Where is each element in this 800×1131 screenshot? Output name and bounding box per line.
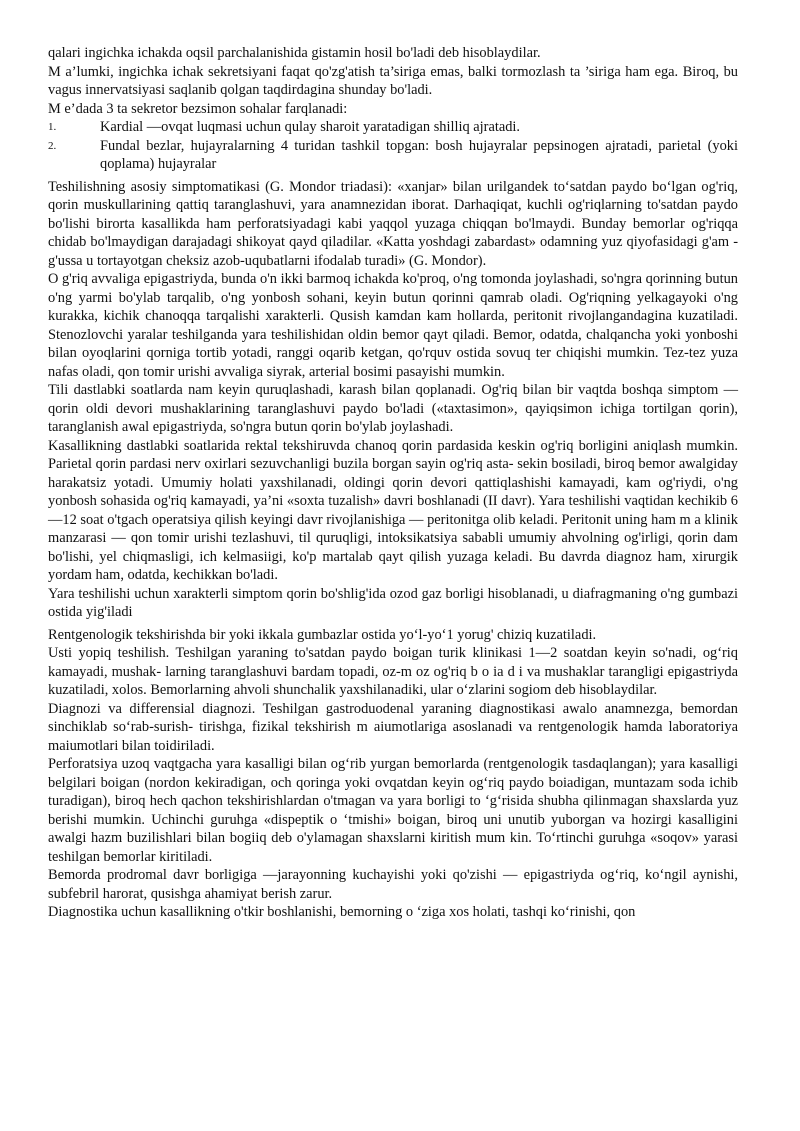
paragraph: Yara teshilishi uchun xarakterli simptom qorin bo'shlig'ida ozod gaz borligi hisoblanadi, u diafragmaning o'ng gumbazi ostida yig'iladi (48, 585, 738, 620)
paragraph: Usti yopiq teshilish. Teshilgan yaraning to'satdan paydo boigan turik klinikasi 1—2 soatdan keyin so'nadi, og‘riq kamayadi, mushak- larning taranglashuvi bardam topadi, oz-m oz og'riq b o ia d i va mushaklar tarangligi epigastriyda kuzatiladi, xolos. Bemorlarning ahvoli shunchalik yaxshilanadiki, ular o‘zlarini sogiom deb hisoblaydilar. (48, 645, 738, 698)
paragraph: M a’lumki, ingichka ichak sekretsiyani faqat qo'zg'atish ta’siriga emas, balki tormozlash ta ’siriga ham ega. Biroq, bu vagus innervatsiyasi saqlanib qolgan taqdirdagina shunday bo'ladi. (48, 63, 738, 98)
list-item (48, 118, 738, 137)
paragraph: qalari ingichka ichakda oqsil parchalanishida gistamin hosil bo'ladi deb hisoblaydilar. (48, 45, 541, 61)
paragraph: O g'riq avvaliga epigastriyda, bunda o'n ikki barmoq ichakda ko'proq, o'ng tomonda joylashadi, so'ngra qorinning butun o'ng yarmi bo'ylab tarqalib, o'ng yonbosh sohani, keyin butun qorinni qamrab oladi. Og'riqning yelkagayoki o'ng kurakka, kichik chanoqqa tarqalishi xarakterli. Qusish kamdan kam hollarda, peritonit rivojlangandagina kuzatiladi. Stenozlovchi yaralar teshilganda yara teshilishidan oldin bemor qayt qiladi. Bemor, odatda, chalqancha yoki yonboshi bilan oyoqlarini qorniga tortib yotadi, ranggi oqarib ketgan, qo'rquv ostida sovuq ter chiqishi mumkin. Tez-tez yuza nafas oladi, qon tomir urishi avvaliga siyrak, arterial bosimi pasayishi mumkin. (48, 271, 738, 380)
list-item (48, 137, 738, 174)
paragraph: Tili dastlabki soatlarda nam keyin quruqlashadi, karash bilan qoplanadi. Og'riq bilan bir vaqtda boshqa simptom — qorin oldi devori mushaklarining taranglashuvi paydo bo'ladi («taxtasimon», qayiqsimon ichiga tortilgan qorin), taranglanish awal epigastriyda, so'ngra butun qorin bo'ylab joylashadi. (48, 382, 738, 435)
list-text: Fundal bezlar, hujayralarning 4 turidan tashkil topgan: bosh hujayralar pepsinogen ajratadi, parietal (yoki qoplama) hujayralar (100, 137, 738, 172)
paragraph: M e’dada 3 ta sekretor bezsimon sohalar farqlanadi: (48, 100, 348, 117)
list-number: 2. (48, 139, 57, 152)
paragraph: Teshilishning asosiy simptomatikasi (G. Mondor triadasi): «xanjar» bilan urilgandek to‘satdan paydo bo‘lgan og'riq, qorin muskullarining qattiq taranglashuvi, yara anamnezidan iborat. Darhaqiqat, kuchli og'riqlarning to'satdan paydo bo'lishi birorta kasallikda ham perforatsiyadagi kabi yaqqol yuzaga chiqqan bo'lmaydi. Bunday bemorlar og'riqqa chidab bo'lmaydigan darajadagi shikoyat qayd qiladilar. «Katta yoshdagi zabardast» odamning yuz qiyofasidagi g'am -g'ussa u tortayotgan cheksiz azob-uqubatlarni ifodalab turadi» (G. Mondor). (48, 178, 738, 269)
paragraph: Bemorda prodromal davr borligiga —jarayonning kuchayishi yoki qo'zishi — epigastriyda og‘riq, ko‘ngil aynishi, subfebril harorat, qusishga ahamiyat berish zarur. (48, 867, 738, 902)
paragraph: Kasallikning dastlabki soatlarida rektal tekshiruvda chanoq qorin pardasida keskin og'riq borligini aniqlash mumkin. Parietal qorin pardasi nerv oxirlari sezuvchanligi buzila borgan sayin og'riq asta- sekin bosiladi, biroq bemor awalgiday harakatsiz yotadi. Umumiy holati yaxshilanadi, oldingi qorin devori qattiqlashishi kamayadi, kam og'riydi, o'ng yonbosh sohasida og'riq kamayadi, ya’ni «soxta tuzalish» davri boshlanadi (II davr). Yara teshilishi vaqtidan kechikib 6—12 soat o'tgach operatsiya qilish keyingi davr rivojlanishiga — peritonitga olib keladi. Peritonit uning ham m a klinik manzarasi — qon tomir urishi tezlashuvi, til quruqligi, intoksikatsiya sababli umumiy ahvolning og'irligi, qorin dam bo'lishi, yel chiqmasligi, ich kelmasiigi, ko'p martalab qayt qilish yuzaga keladi. Bu davrda diagnoz ham, xirurgik yordam ham, odatda, kechikkan bo'ladi. (48, 437, 738, 583)
list-number: 1. (48, 121, 57, 133)
paragraph: Rentgenologik tekshirishda bir yoki ikkala gumbazlar ostida yo‘l-yo‘1 yorug' chiziq kuzatiladi. (48, 626, 597, 643)
paragraph: Perforatsiya uzoq vaqtgacha yara kasalligi bilan og‘rib yurgan bemorlarda (rentgenologik tasdaqlangan); yara kasalligi belgilari boigan (nordon kekiradigan, och qoringa yoki ovqatdan keyin og‘riq paydo boiadigan, muntazam soda ichib turadigan), biroq hech qachon tekshirishlardan o'tmagan va yara borligi to ‘g‘risida shubha qilinmagan shaxslarda yuz berishi mumkin. Uchinchi guruhga «dispeptik o ‘tmishi» boigan, biroq uni unutib yuborgan va hozirgi kasalligini awalgi hazm buzilishlari bilan bogiiq deb o'ylamagan shaxslarni kiritish mum kin. To‘rtinchi guruhga «soqov» yarasi teshilgan bemorlar kiritiladi. (48, 756, 738, 865)
list-text: Kardial —ovqat luqmasi uchun qulay sharoit yaratadigan shilliq ajratadi. (100, 119, 521, 135)
paragraph: Diagnostika uchun kasallikning o'tkir boshlanishi, bemorning o ‘ziga xos holati, tashqi ko‘rinishi, qon (48, 904, 636, 920)
paragraph: Diagnozi va differensial diagnozi. Teshilgan gastroduodenal yaraning diagnostikasi awalo anamnezga, bemordan sinchiklab so‘rab-surish- tirishga, fizikal tekshirish m aiumotlariga asoslanadi va rentgenologik hamda laboratoriya maiumotlari bilan toidiriladi. (48, 700, 738, 754)
document-page (48, 44, 738, 922)
